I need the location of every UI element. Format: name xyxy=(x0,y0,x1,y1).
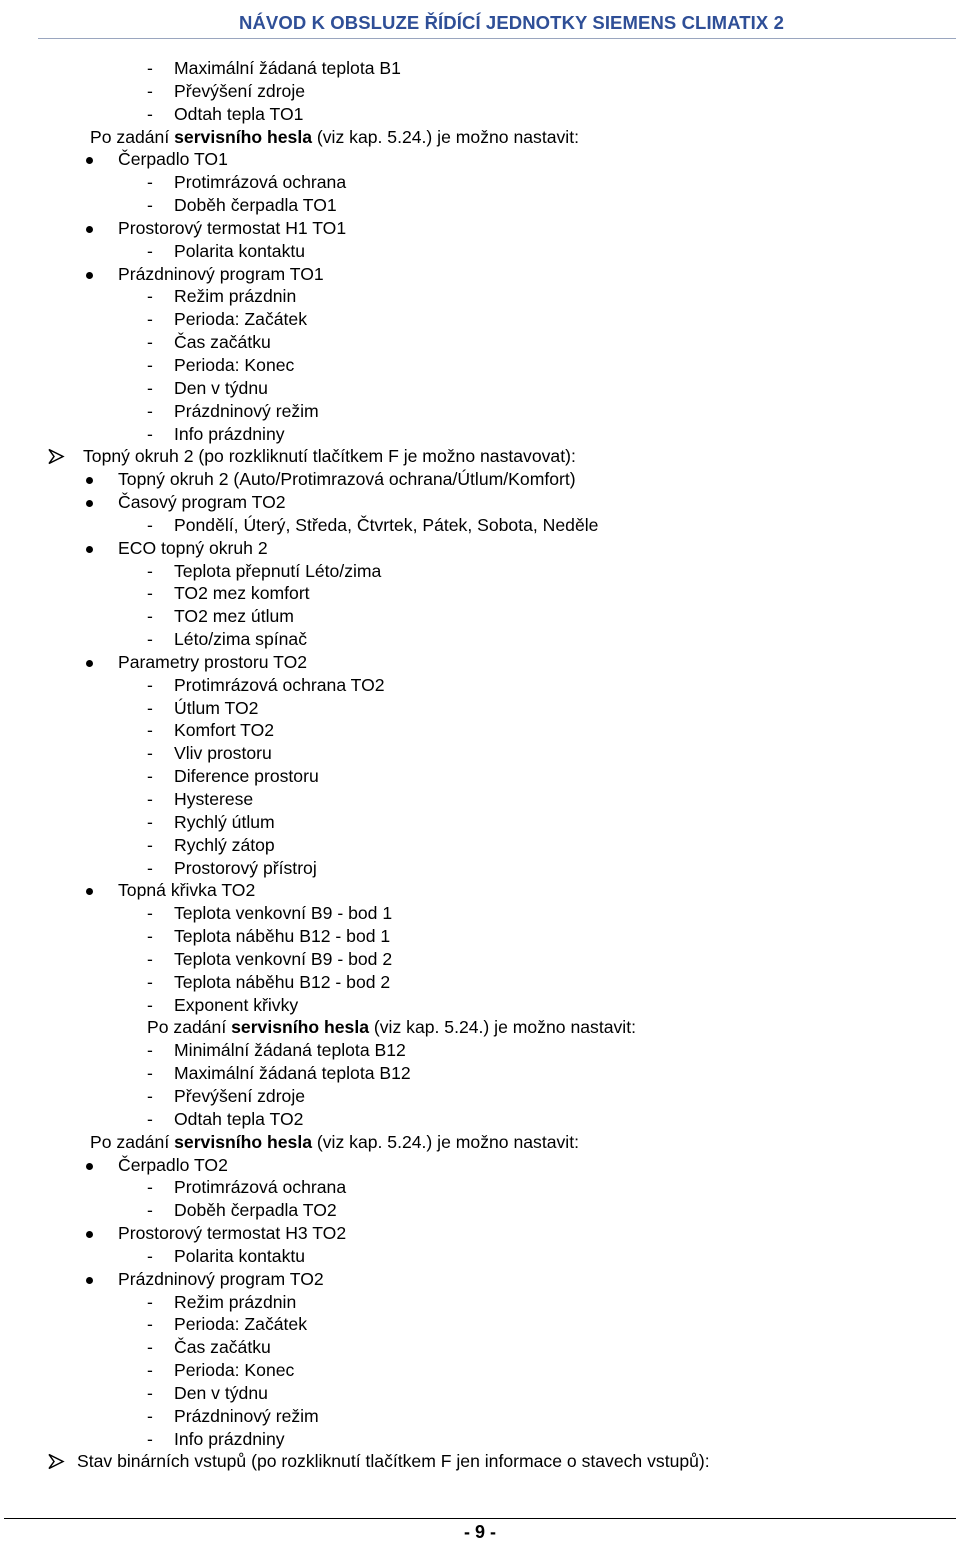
bullet-item xyxy=(0,491,960,514)
dash-marker: - xyxy=(147,560,153,581)
dash-item xyxy=(0,331,960,354)
bullet-icon xyxy=(86,157,93,164)
dash-marker: - xyxy=(147,674,153,695)
dash-item xyxy=(0,1199,960,1222)
dash-item-text: Prázdninový režim xyxy=(174,1405,319,1426)
bullet-icon xyxy=(86,888,93,895)
dash-item xyxy=(0,811,960,834)
dash-marker: - xyxy=(147,766,153,787)
bullet-icon xyxy=(86,1163,93,1170)
dash-marker: - xyxy=(147,811,153,832)
arrowhead-icon xyxy=(47,448,65,465)
dash-item xyxy=(0,240,960,263)
dash-item xyxy=(0,308,960,331)
dash-marker: - xyxy=(147,286,153,307)
dash-marker: - xyxy=(147,971,153,992)
dash-item-text: Teplota venkovní B9 - bod 2 xyxy=(174,948,393,969)
dash-item-text: Převýšení zdroje xyxy=(174,1085,306,1106)
note-suffix: (viz kap. 5.24.) je možno nastavit: xyxy=(369,1017,636,1038)
dash-marker: - xyxy=(147,583,153,604)
dash-marker: - xyxy=(147,1314,153,1335)
dash-item xyxy=(0,377,960,400)
bullet-item-text: Topný okruh 2 (Auto/Protimrazová ochrana/Útlum/Komfort) xyxy=(118,469,576,490)
dash-item-text: Odtah tepla TO1 xyxy=(174,103,304,124)
footer-rule xyxy=(4,1518,956,1519)
bullet-icon xyxy=(86,1277,93,1284)
bullet-item-text: Prostorový termostat H1 TO1 xyxy=(118,217,347,238)
dash-item xyxy=(0,857,960,880)
dash-marker: - xyxy=(147,1063,153,1084)
dash-item-text: Pondělí, Úterý, Středa, Čtvrtek, Pátek, Sobota, Neděle xyxy=(174,514,599,535)
section-heading-text: Stav binárních vstupů (po rozkliknutí tlačítkem F jen informace o stavech vstupů): xyxy=(77,1451,710,1472)
dash-item xyxy=(0,765,960,788)
dash-item xyxy=(0,560,960,583)
note-bold-term: servisního hesla xyxy=(231,1017,370,1038)
dash-item xyxy=(0,103,960,126)
dash-item-text: Převýšení zdroje xyxy=(174,80,306,101)
dash-item-text: Maximální žádaná teplota B12 xyxy=(174,1063,411,1084)
dash-marker: - xyxy=(147,1245,153,1266)
dash-item xyxy=(0,194,960,217)
dash-item xyxy=(0,171,960,194)
dash-marker: - xyxy=(147,948,153,969)
bullet-item-text: Čerpadlo TO2 xyxy=(118,1154,228,1175)
dash-item-text: Rychlý zátop xyxy=(174,834,275,855)
dash-marker: - xyxy=(147,994,153,1015)
dash-marker: - xyxy=(147,103,153,124)
note-prefix: Po zadání xyxy=(90,1131,175,1152)
dash-marker: - xyxy=(147,720,153,741)
bullet-item xyxy=(0,263,960,286)
section-heading xyxy=(0,445,960,468)
dash-item-text: Maximální žádaná teplota B1 xyxy=(174,58,401,78)
dash-item xyxy=(0,285,960,308)
dash-item-text: Den v týdnu xyxy=(174,377,268,398)
dash-marker: - xyxy=(147,834,153,855)
dash-marker: - xyxy=(147,80,153,101)
bullet-icon xyxy=(86,500,93,507)
service-note-text xyxy=(147,1016,636,1039)
dash-item xyxy=(0,742,960,765)
bullet-icon xyxy=(86,477,93,484)
dash-item xyxy=(0,674,960,697)
dash-item xyxy=(0,697,960,720)
dash-item-text: Exponent křivky xyxy=(174,994,299,1015)
bullet-item xyxy=(0,468,960,491)
dash-item xyxy=(0,582,960,605)
dash-marker: - xyxy=(147,903,153,924)
dash-item xyxy=(0,80,960,103)
dash-marker: - xyxy=(147,789,153,809)
dash-item-text: Teplota náběhu B12 - bod 2 xyxy=(174,971,391,992)
bullet-item-text: Čerpadlo TO1 xyxy=(118,149,228,170)
service-note xyxy=(0,1016,960,1039)
dash-item xyxy=(0,1176,960,1199)
dash-item-text: Doběh čerpadla TO1 xyxy=(174,195,337,216)
dash-item-text: Diference prostoru xyxy=(174,766,319,787)
dash-marker: - xyxy=(147,743,153,764)
bullet-item xyxy=(0,148,960,171)
dash-item-text: Protimrázová ochrana xyxy=(174,172,347,193)
bullet-item-text: Prázdninový program TO2 xyxy=(118,1268,324,1289)
dash-marker: - xyxy=(147,423,153,444)
dash-item-text: Režim prázdnin xyxy=(174,286,297,307)
header-rule xyxy=(38,38,956,39)
dash-item-text: Perioda: Konec xyxy=(174,1360,295,1381)
dash-item xyxy=(0,1245,960,1268)
bullet-item xyxy=(0,879,960,902)
note-bold-term: servisního hesla xyxy=(174,126,313,147)
dash-item xyxy=(0,1039,960,1062)
dash-item-text: Info prázdniny xyxy=(174,1428,285,1449)
dash-item-text: Čas začátku xyxy=(174,1337,271,1358)
section-heading xyxy=(0,1450,960,1473)
dash-marker: - xyxy=(147,400,153,421)
dash-marker: - xyxy=(147,58,153,78)
dash-item-text: Protimrázová ochrana xyxy=(174,1177,347,1198)
arrowhead-icon xyxy=(47,1453,65,1470)
bullet-item-text: Topná křivka TO2 xyxy=(118,880,256,901)
dash-marker: - xyxy=(147,1337,153,1358)
dash-item-text: Režim prázdnin xyxy=(174,1291,297,1312)
page-number: - 9 - xyxy=(463,1522,496,1542)
bullet-icon xyxy=(86,272,93,279)
service-note xyxy=(0,1131,960,1154)
dash-item-text: Útlum TO2 xyxy=(174,697,259,718)
dash-item-text: Den v týdnu xyxy=(174,1382,268,1403)
dash-item xyxy=(0,1108,960,1131)
dash-marker: - xyxy=(147,1382,153,1403)
dash-marker: - xyxy=(147,1405,153,1426)
dash-item-text: Hysterese xyxy=(174,789,254,809)
dash-marker: - xyxy=(147,1177,153,1198)
dash-item xyxy=(0,925,960,948)
dash-marker: - xyxy=(147,606,153,627)
note-prefix: Po zadání xyxy=(90,126,175,147)
dash-marker: - xyxy=(147,332,153,353)
dash-marker: - xyxy=(147,1291,153,1312)
dash-marker: - xyxy=(147,1108,153,1129)
bullet-item-text: Časový program TO2 xyxy=(118,492,286,513)
bullet-item xyxy=(0,651,960,674)
dash-item xyxy=(0,834,960,857)
dash-marker: - xyxy=(147,240,153,261)
bullet-item-text: Prostorový termostat H3 TO2 xyxy=(118,1223,347,1244)
bullet-item-text: ECO topný okruh 2 xyxy=(118,537,268,558)
service-note-text xyxy=(90,126,579,149)
dash-item xyxy=(0,514,960,537)
dash-marker: - xyxy=(147,926,153,947)
dash-item xyxy=(0,628,960,651)
dash-item xyxy=(0,948,960,971)
dash-item-text: TO2 mez útlum xyxy=(174,606,294,627)
dash-item xyxy=(0,719,960,742)
dash-item xyxy=(0,1382,960,1405)
dash-item-text: Teplota náběhu B12 - bod 1 xyxy=(174,926,391,947)
dash-marker: - xyxy=(147,514,153,535)
page-header xyxy=(0,10,960,38)
dash-item xyxy=(0,1336,960,1359)
dash-item-text: Info prázdniny xyxy=(174,423,285,444)
dash-item xyxy=(0,902,960,925)
bullet-icon xyxy=(86,546,93,553)
bullet-item xyxy=(0,1268,960,1291)
dash-item xyxy=(0,1428,960,1451)
bullet-item-text: Prázdninový program TO1 xyxy=(118,263,324,284)
dash-item-text: Vliv prostoru xyxy=(174,743,272,764)
bullet-item xyxy=(0,537,960,560)
dash-marker: - xyxy=(147,697,153,718)
dash-item xyxy=(0,971,960,994)
dash-item xyxy=(0,994,960,1017)
dash-item-text: TO2 mez komfort xyxy=(174,583,310,604)
bullet-item-text: Parametry prostoru TO2 xyxy=(118,651,308,672)
bullet-icon xyxy=(86,226,93,233)
dash-item xyxy=(0,1359,960,1382)
dash-item xyxy=(0,1405,960,1428)
dash-item-text: Odtah tepla TO2 xyxy=(174,1108,304,1129)
dash-marker: - xyxy=(147,377,153,398)
dash-item xyxy=(0,354,960,377)
dash-item-text: Perioda: Začátek xyxy=(174,1314,308,1335)
dash-marker: - xyxy=(147,1085,153,1106)
dash-marker: - xyxy=(147,1360,153,1381)
dash-item-text: Polarita kontaktu xyxy=(174,1245,306,1266)
dash-marker: - xyxy=(147,857,153,878)
dash-item-text: Prázdninový režim xyxy=(174,400,319,421)
dash-marker: - xyxy=(147,172,153,193)
dash-item-text: Teplota venkovní B9 - bod 1 xyxy=(174,903,393,924)
dash-item-text: Čas začátku xyxy=(174,332,271,353)
dash-item-text: Polarita kontaktu xyxy=(174,240,306,261)
dash-item xyxy=(0,1291,960,1314)
note-bold-term: servisního hesla xyxy=(174,1131,313,1152)
dash-marker: - xyxy=(147,195,153,216)
dash-item xyxy=(0,423,960,446)
note-prefix: Po zadání xyxy=(147,1017,232,1038)
dash-item xyxy=(0,1062,960,1085)
dash-marker: - xyxy=(147,1428,153,1449)
bullet-icon xyxy=(86,1231,93,1238)
dash-item xyxy=(0,605,960,628)
document-body xyxy=(0,57,960,1473)
dash-marker: - xyxy=(147,1200,153,1221)
dash-item-text: Minimální žádaná teplota B12 xyxy=(174,1040,406,1061)
dash-item-text: Komfort TO2 xyxy=(174,720,275,741)
dash-item-text: Perioda: Začátek xyxy=(174,309,308,330)
dash-marker: - xyxy=(147,629,153,650)
dash-item-text: Prostorový přístroj xyxy=(174,857,317,878)
dash-marker: - xyxy=(147,1040,153,1061)
section-heading-text: Topný okruh 2 (po rozkliknutí tlačítkem F je možno nastavovat): xyxy=(83,446,576,467)
dash-item-text: Protimrázová ochrana TO2 xyxy=(174,674,385,695)
dash-item-text: Doběh čerpadla TO2 xyxy=(174,1200,337,1221)
bullet-item xyxy=(0,217,960,240)
bullet-item xyxy=(0,1222,960,1245)
dash-item-text: Léto/zima spínač xyxy=(174,629,308,650)
service-note-text xyxy=(90,1131,579,1154)
bullet-item xyxy=(0,1154,960,1177)
service-note xyxy=(0,126,960,149)
dash-item xyxy=(0,1313,960,1336)
note-suffix: (viz kap. 5.24.) je možno nastavit: xyxy=(312,126,579,147)
dash-item xyxy=(0,788,960,811)
dash-marker: - xyxy=(147,309,153,330)
dash-item-text: Teplota přepnutí Léto/zima xyxy=(174,560,382,581)
note-suffix: (viz kap. 5.24.) je možno nastavit: xyxy=(312,1131,579,1152)
header-title: NÁVOD K OBSLUZE ŘÍDÍCÍ JEDNOTKY SIEMENS CLIMATIX 2 xyxy=(239,12,784,33)
dash-item xyxy=(0,1085,960,1108)
dash-item xyxy=(0,400,960,423)
bullet-icon xyxy=(86,660,93,667)
dash-item-text: Rychlý útlum xyxy=(174,811,275,832)
dash-item-text: Perioda: Konec xyxy=(174,354,295,375)
dash-item xyxy=(0,57,960,80)
dash-marker: - xyxy=(147,354,153,375)
